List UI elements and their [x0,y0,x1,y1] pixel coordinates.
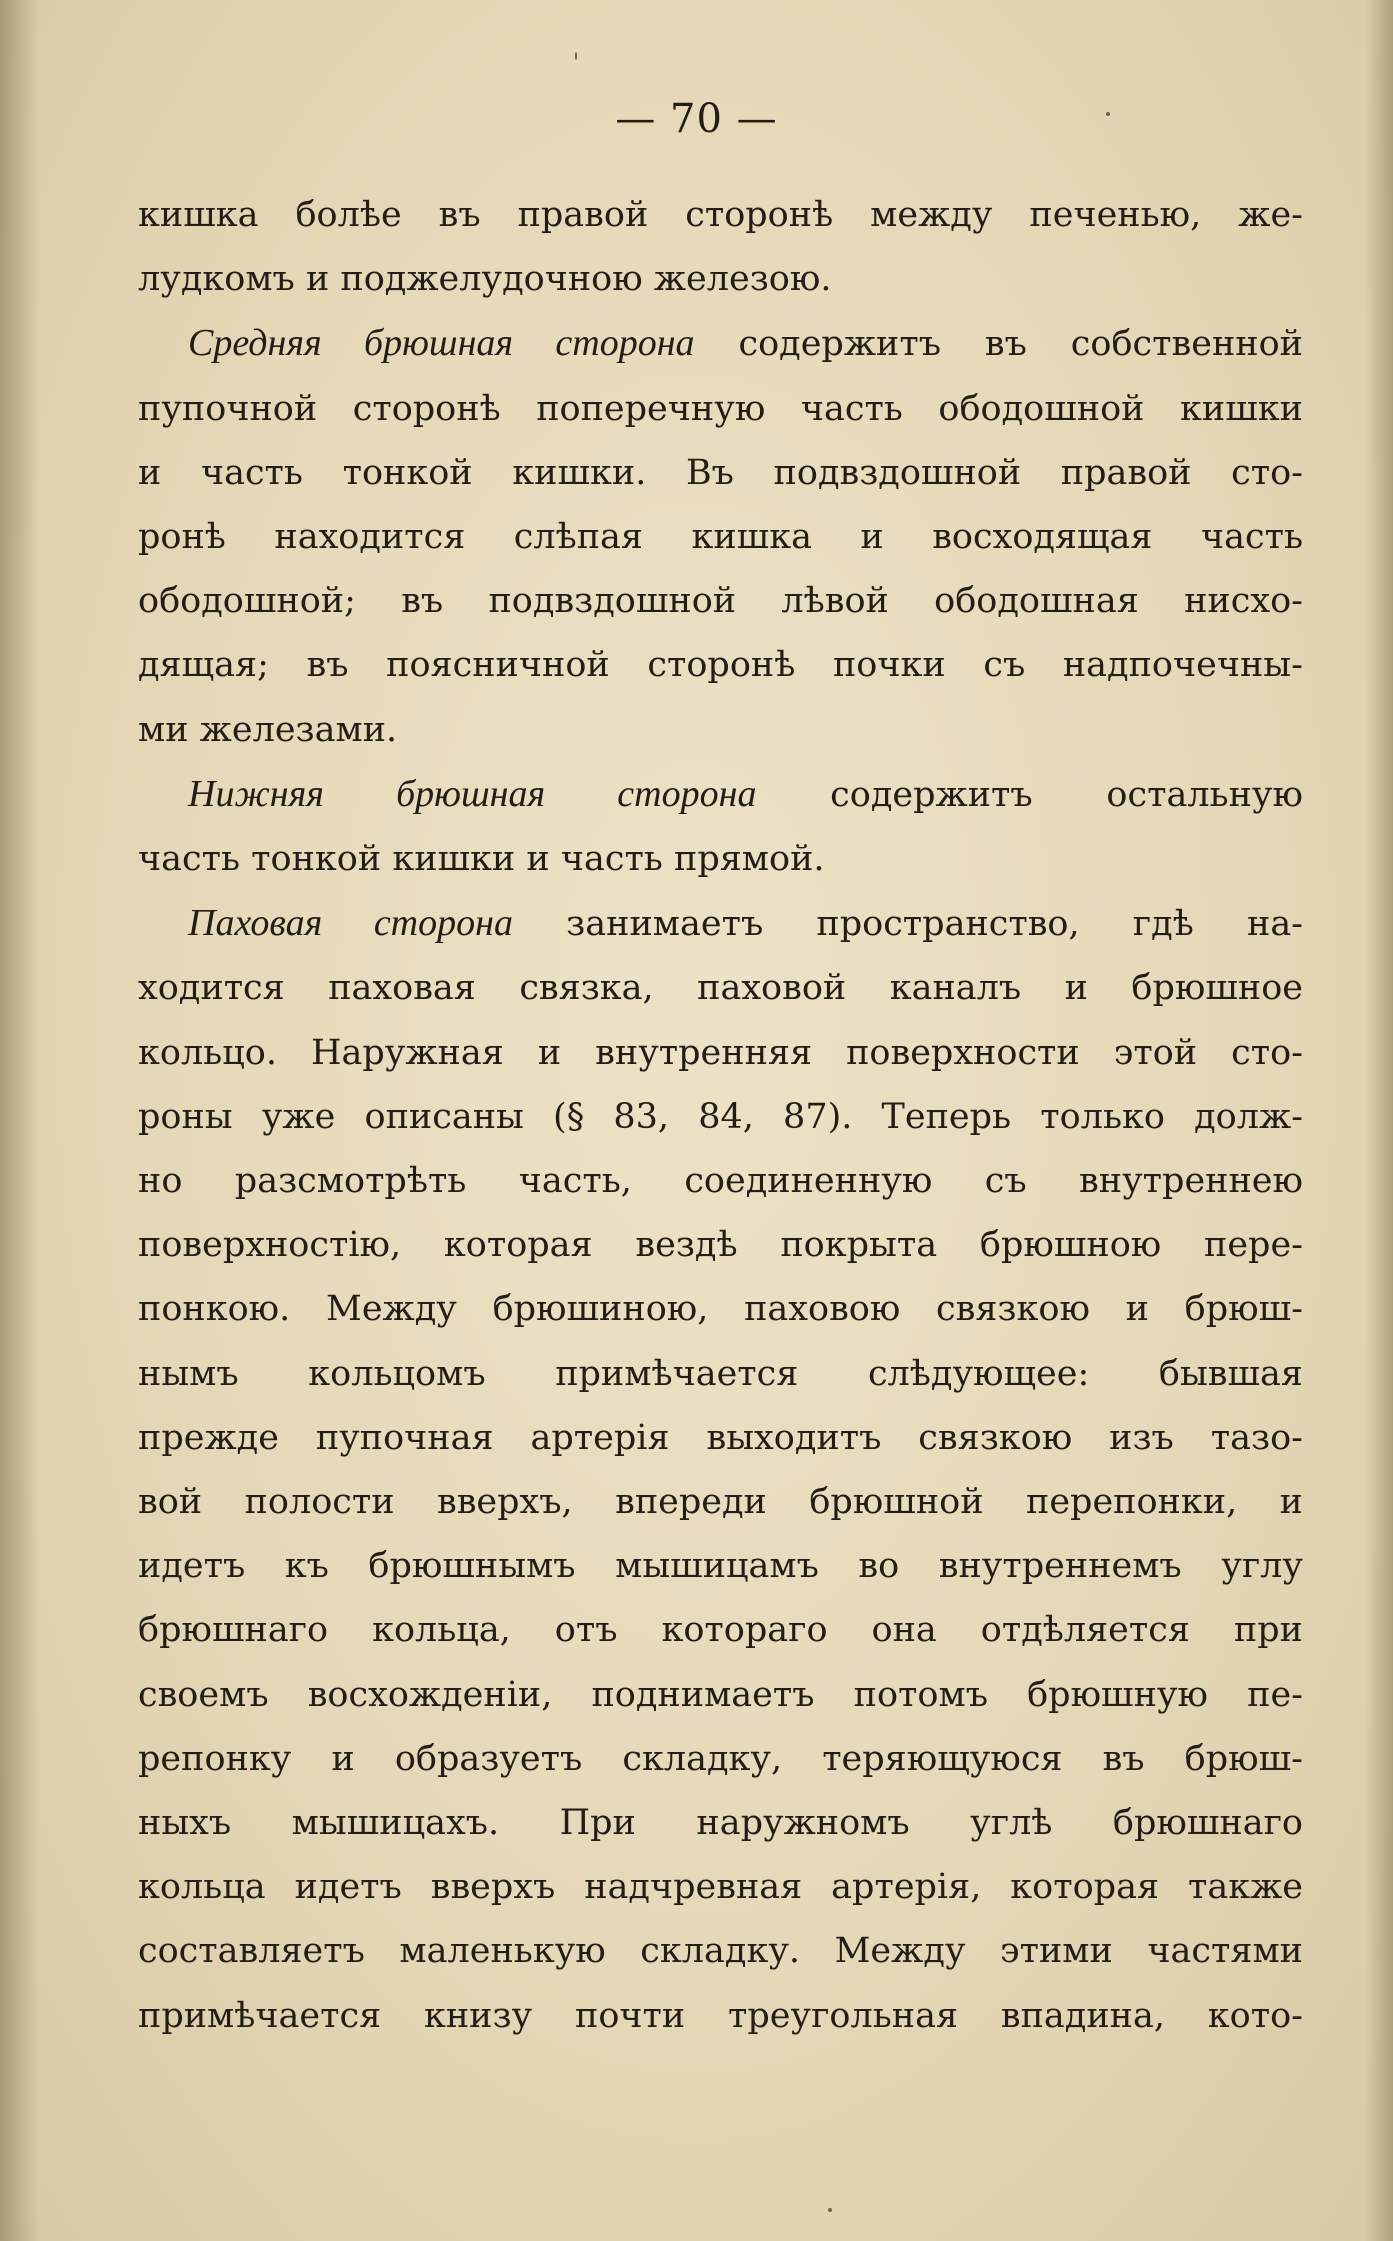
text-line: ободошной; въ подвздошной лѣвой ободошная нисхо- [138,581,1303,622]
text-line [138,762,1303,827]
italic-lead: Паховая сторона [188,902,513,945]
text-line: поверхностію, которая вездѣ покрыта брюшною пере- [138,1225,1303,1266]
text-line: нымъ кольцомъ примѣчается слѣдующее: бывшая [138,1353,1303,1394]
text-line: лудкомъ и поджелудочною железою. [138,259,832,300]
text-line: роны уже описаны (§ 83, 84, 87). Теперь только долж- [138,1096,1303,1137]
italic-lead: Средняя брюшная сторона [188,322,695,365]
text-line: дящая; въ поясничной сторонѣ почки съ надпочечны- [138,645,1303,686]
text-line: примѣчается книзу почти треугольная впадина, кото- [138,1995,1303,2036]
page-shadow-right [1365,0,1393,2241]
text-line: брюшнаго кольца, отъ котораго она отдѣляется при [138,1610,1303,1651]
paper-speck [575,52,577,60]
text-line: и часть тонкой кишки. Въ подвздошной правой сто- [138,452,1303,493]
text-line [138,891,1303,956]
paragraph-2 [138,311,1303,761]
text-line: составляетъ маленькую складку. Между этими частями [138,1931,1303,1972]
text-line: понкою. Между брюшиною, паховою связкою и брюш- [138,1289,1303,1330]
text-line: часть тонкой кишки и часть прямой. [138,839,825,880]
paragraph-4 [138,891,1303,2048]
text-line: ронѣ находится слѣпая кишка и восходящая часть [138,517,1303,558]
line-rest: содержитъ въ собственной [694,324,1303,365]
page-shadow-left [0,0,40,2241]
text-line: но разсмотрѣть часть, соединенную съ внутреннею [138,1161,1303,1202]
text-line: репонку и образуетъ складку, теряющуюся въ брюш- [138,1738,1303,1779]
paragraph-3 [138,762,1303,891]
paper-speck [828,2208,832,2212]
text-line: кольцо. Наружная и внутренняя поверхности этой сто- [138,1032,1303,1073]
line-rest: занимаетъ пространство, гдѣ на- [512,904,1304,945]
text-line: ходится паховая связка, паховой каналъ и брюшное [138,968,1303,1009]
text-line: ныхъ мышицахъ. При наружномъ углѣ брюшнаго [138,1803,1303,1844]
text-line: вой полости вверхъ, впереди брюшной перепонки, и [138,1482,1303,1523]
text-line: кишка болѣе въ правой сторонѣ между печенью, же- [138,195,1303,235]
paper-speck [1106,112,1110,116]
text-line: прежде пупочная артерія выходитъ связкою изъ тазо- [138,1417,1303,1458]
italic-lead: Нижняя брюшная сторона [188,772,757,815]
text-line: кольца идетъ вверхъ надчревная артерія, которая также [138,1867,1303,1908]
page-number: — 70 — [615,96,778,142]
paragraph-1 [138,183,1303,311]
text-line: пупочной сторонѣ поперечную часть ободошной кишки [138,388,1303,429]
text-line: ми железами. [138,709,398,750]
text-line: своемъ восхожденіи, поднимаетъ потомъ брюшную пе- [138,1674,1303,1715]
text-line: идетъ къ брюшнымъ мышицамъ во внутреннемъ углу [138,1546,1303,1587]
line-rest: содержитъ остальную [756,774,1303,815]
body-text [138,183,1303,2048]
text-line [138,311,1303,376]
